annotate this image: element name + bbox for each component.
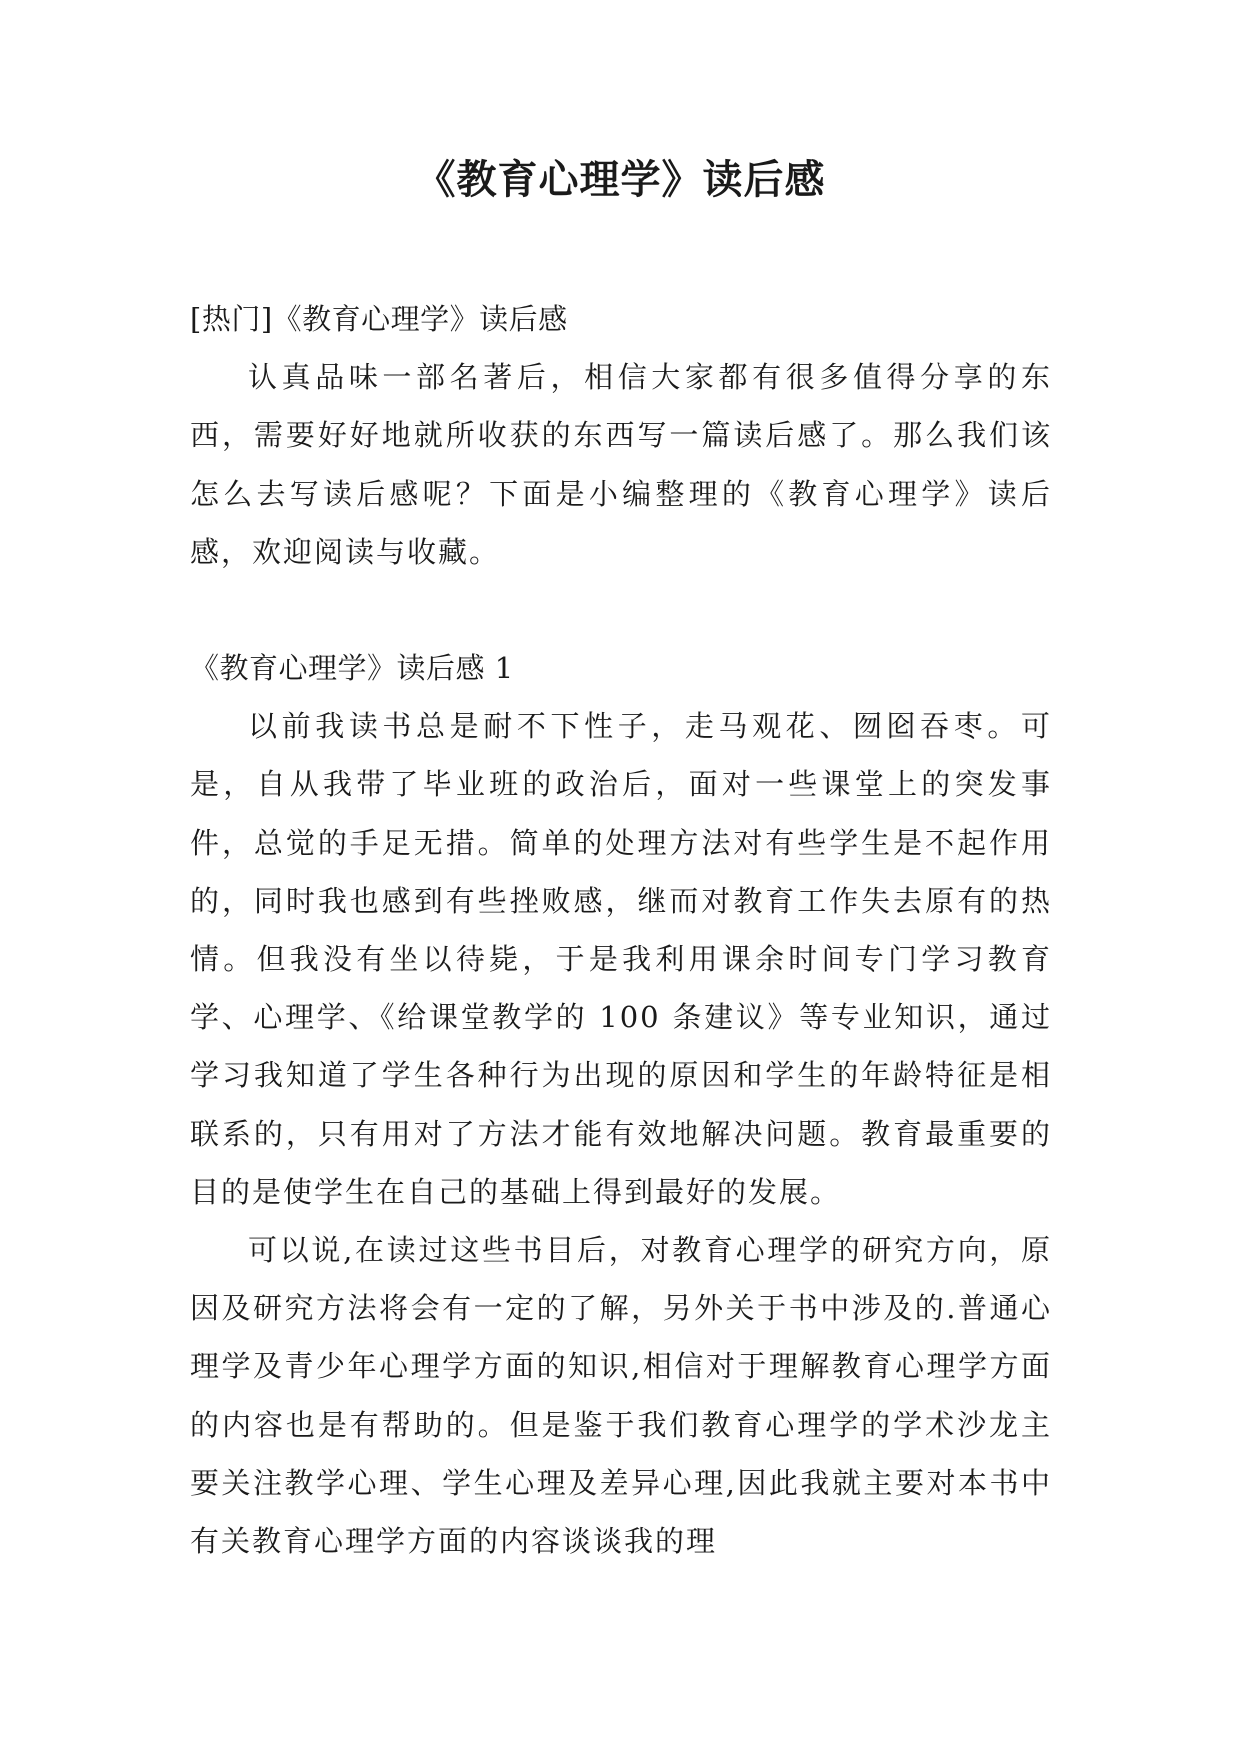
page-title: 《教育心理学》读后感 — [415, 157, 826, 203]
section-heading: 《教育心理学》读后感 1 — [190, 651, 514, 686]
document-body — [190, 290, 1052, 1570]
section-spacer — [190, 581, 1052, 639]
intro-paragraph: 认真品味一部名著后，相信大家都有很多值得分享的东西，需要好好地就所收获的东西写一篇读后感了。那么我们该怎么去写读后感呢？下面是小编整理的《教育心理学》读后感，欢迎阅读与收藏。 — [190, 360, 1052, 569]
intro-heading: [热门]《教育心理学》读后感 — [190, 302, 568, 336]
body-paragraph: 可以说,在读过这些书目后，对教育心理学的研究方向，原因及研究方法将会有一定的了解，另外关于书中涉及的.普通心理学及青少年心理学方面的知识,相信对于理解教育心理学方面的内容也是有帮助的。但是鉴于我们教育心理学的学术沙龙主要关注教学心理、学生心理及差异心理,因此我就主要对本书中有关教育心理学方面的内容谈谈我的理 — [190, 1233, 1052, 1559]
body-paragraph: 以前我读书总是耐不下性子，走马观花、囫囵吞枣。可是，自从我带了毕业班的政治后，面对一些课堂上的突发事件，总觉的手足无措。简单的处理方法对有些学生是不起作用的，同时我也感到有些挫败感，继而对教育工作失去原有的热情。但我没有坐以待毙，于是我利用课余时间专门学习教育学、心理学、《给课堂教学的 100 条建议》等专业知识，通过学习我知道了学生各种行为出现的原因和学生的年龄特征是相联系的，只有用对了方法才能有效地解决问题。教育最重要的目的是使学生在自己的基础上得到最好的发展。 — [190, 709, 1052, 1209]
